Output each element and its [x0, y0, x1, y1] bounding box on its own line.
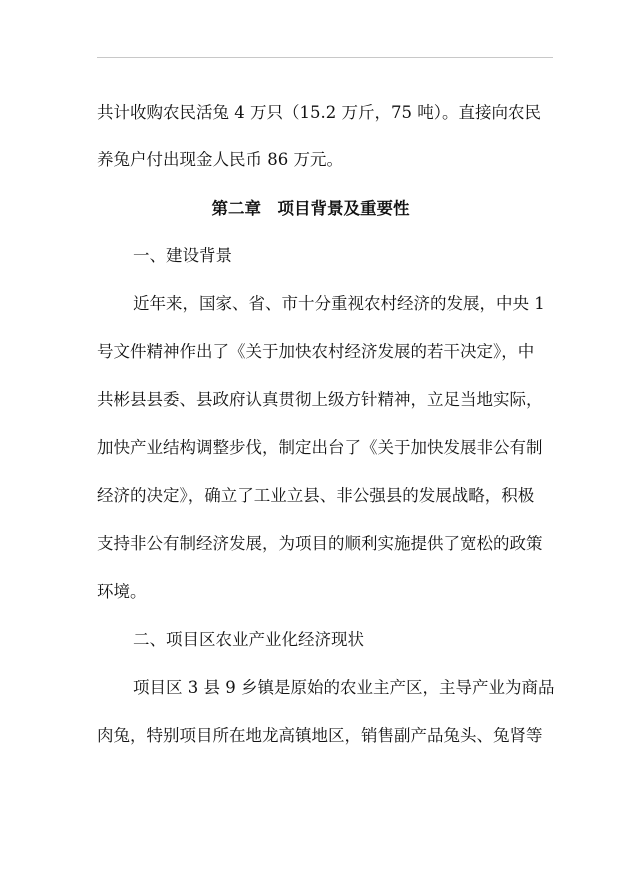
section1-line-6: 支持非公有制经济发展，为项目的顺利实施提供了宽松的政策 — [97, 534, 543, 553]
section2-line-1: 项目区 3 县 9 乡镇是原始的农业主产区，主导产业为商品 — [133, 678, 555, 697]
section1-line-7: 环境。 — [97, 582, 147, 601]
section1-heading: 一、建设背景 — [133, 246, 232, 265]
header-rule — [97, 57, 553, 58]
section1-line-1: 近年来，国家、省、市十分重视农村经济的发展，中央 1 — [133, 294, 545, 313]
intro-line-2: 养兔户付出现金人民币 86 万元。 — [97, 150, 343, 169]
section2-heading: 二、项目区农业产业化经济现状 — [133, 630, 364, 649]
section2-line-2: 肉兔，特别项目所在地龙高镇地区，销售副产品兔头、兔肾等 — [97, 726, 543, 745]
intro-line-1: 共计收购农民活兔 4 万只（15.2 万斤，75 吨）。直接向农民 — [97, 103, 541, 122]
section1-line-5: 经济的决定》，确立了工业立县、非公强县的发展战略，积极 — [97, 486, 535, 505]
section1-line-2: 号文件精神作出了《关于加快农村经济发展的若干决定》，中 — [97, 342, 535, 361]
chapter-title: 第二章 项目背景及重要性 — [211, 199, 410, 218]
section1-line-4: 加快产业结构调整步伐，制定出台了《关于加快发展非公有制 — [97, 438, 543, 457]
section1-line-3: 共彬县县委、县政府认真贯彻上级方针精神，立足当地实际， — [97, 390, 543, 409]
